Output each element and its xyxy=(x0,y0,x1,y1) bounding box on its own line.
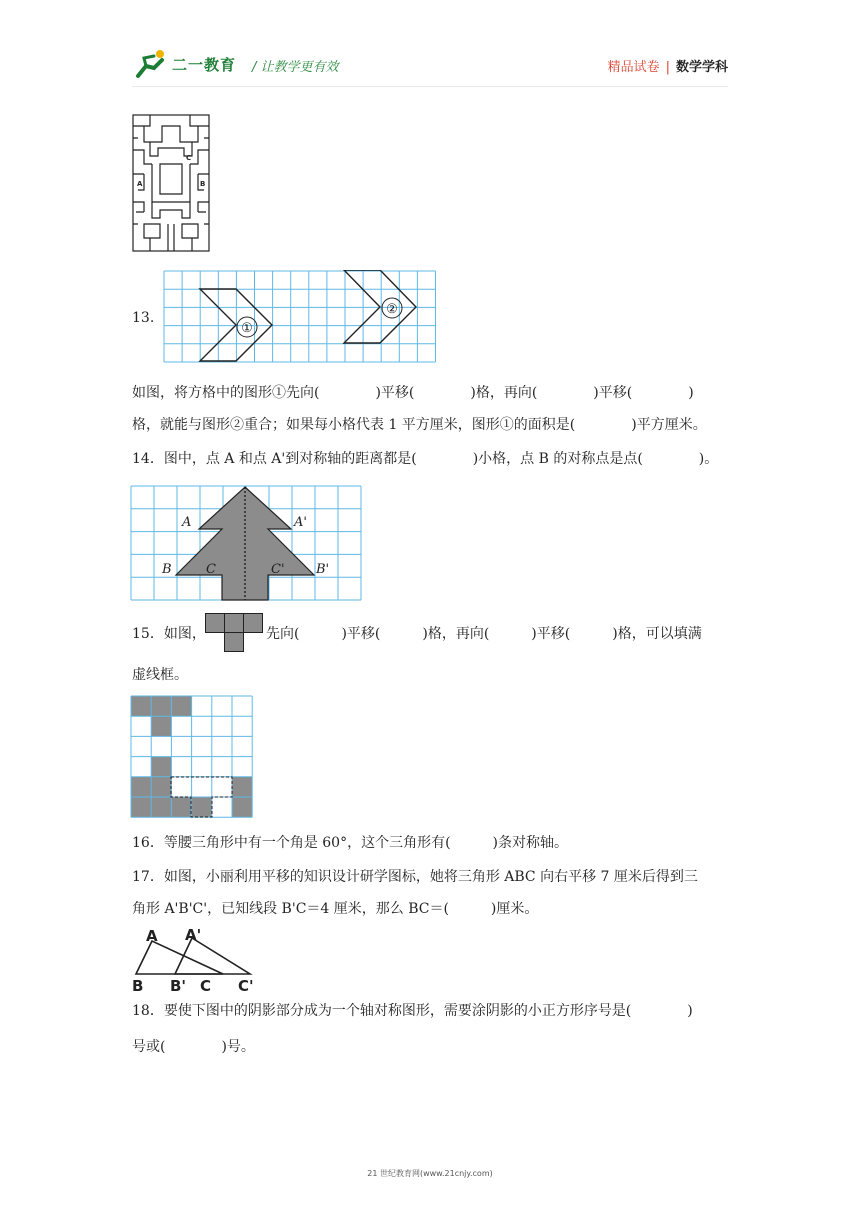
shaded-cell xyxy=(131,696,151,716)
q17-line2: 角形 A'B'C'，已知线段 B'C＝4 厘米，那么 BC＝( )厘米。 xyxy=(132,901,539,917)
maze-label-c: C xyxy=(186,154,192,162)
tri-label-b: B xyxy=(132,977,144,993)
brand-name: 二一教育 xyxy=(172,56,237,74)
q18-line1: 18．要使下图中的阴影部分成为一个轴对称图形，需要涂阴影的小正方形序号是( ) xyxy=(132,1003,693,1019)
tree-label-a: A xyxy=(182,515,192,530)
shape1-label: ① xyxy=(241,321,253,336)
maze-label-b: B xyxy=(200,180,206,188)
tree-label-b2: B' xyxy=(316,562,330,577)
brand-slogan: / 让教学更有效 xyxy=(252,60,339,75)
premium-label: 精品试卷 xyxy=(607,60,660,75)
tri-label-a: A xyxy=(146,927,158,945)
shaded-cell xyxy=(232,797,252,817)
tri-label-c: C xyxy=(200,977,212,993)
runner-logo-icon xyxy=(134,48,170,80)
header-separator: | xyxy=(665,60,670,75)
tree-label-b: B xyxy=(162,562,172,577)
q18-line2: 号或( )号。 xyxy=(132,1039,255,1055)
tree-label-c: C xyxy=(206,562,216,577)
shaded-cell xyxy=(151,757,171,777)
brand-logo xyxy=(134,48,374,82)
header-right xyxy=(608,56,728,75)
shape2-label: ② xyxy=(386,302,398,317)
q13-line1: 如图，将方格中的图形①先向( )平移( )格，再向( )平移( ) xyxy=(132,385,694,401)
shaded-cell xyxy=(171,696,191,716)
q15-prefix: 15．如图， xyxy=(132,626,206,642)
q14-tree-figure xyxy=(130,485,362,603)
maze-label-a: A xyxy=(137,180,143,188)
maze-figure xyxy=(130,112,214,254)
shaded-cell xyxy=(151,777,171,797)
tree-label-a2: A' xyxy=(294,515,307,530)
shaded-cell xyxy=(131,797,151,817)
shaded-cell xyxy=(151,696,171,716)
q17-line1: 17．如图，小丽利用平移的知识设计研学图标，她将三角形 ABC 向右平移 7 厘米后得到三 xyxy=(132,869,698,885)
q13-number: 13. xyxy=(132,310,155,326)
tree-label-c2: C' xyxy=(271,562,285,577)
q16-text: 16．等腰三角形中有一个角是 60°，这个三角形有( )条对称轴。 xyxy=(132,835,569,851)
page-footer: 21 世纪教育网(www.21cnjy.com) xyxy=(367,1169,493,1178)
shaded-cell xyxy=(151,716,171,736)
q15-grid-figure xyxy=(130,695,256,819)
q15-line2: 虚线框。 xyxy=(132,667,188,683)
t-shape-icon xyxy=(205,613,265,653)
shaded-cell xyxy=(151,797,171,817)
shaded-cell xyxy=(131,777,151,797)
q13-line2: 格，就能与图形②重合；如果每小格代表 1 平方厘米，图形①的面积是( )平方厘米。 xyxy=(132,417,707,433)
tri-label-b2: B' xyxy=(170,977,187,993)
q17-triangles-figure xyxy=(130,925,264,993)
tri-label-c2: C' xyxy=(238,977,254,993)
subject-label: 数学学科 xyxy=(675,60,728,75)
q13-grid-figure xyxy=(162,270,438,366)
header-divider xyxy=(132,86,728,87)
shaded-cell xyxy=(171,797,191,817)
q15-suffix: 先向( )平移( )格，再向( )平移( )格，可以填满 xyxy=(266,626,702,642)
tri-label-a2: A' xyxy=(185,926,202,944)
shaded-cell xyxy=(192,797,212,817)
shaded-cell xyxy=(232,777,252,797)
q14-text: 14．图中，点 A 和点 A'到对称轴的距离都是( )小格，点 B 的对称点是点( )。 xyxy=(132,451,719,467)
